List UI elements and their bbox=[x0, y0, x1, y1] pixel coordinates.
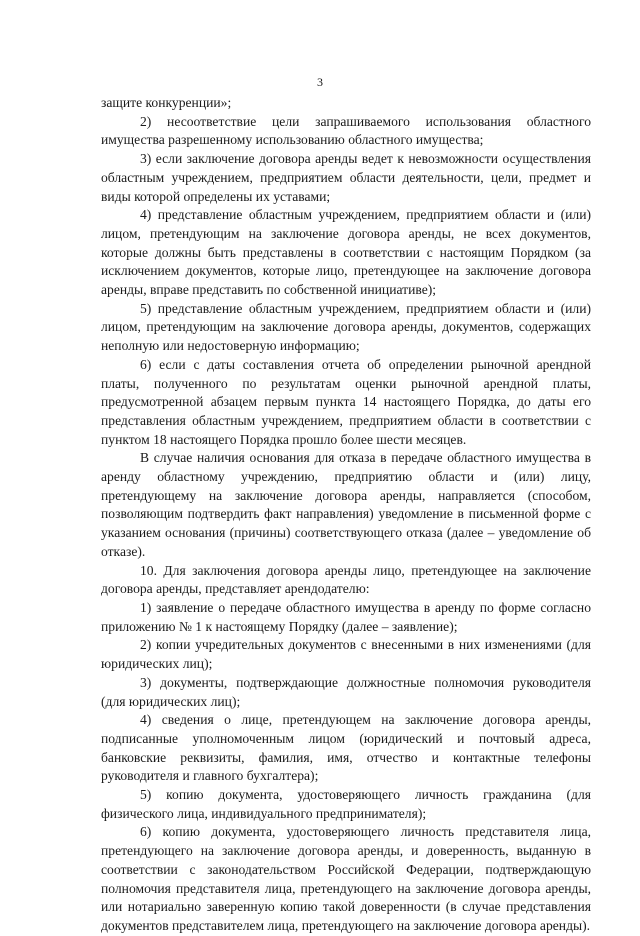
paragraph-7: В случае наличия основания для отказа в передаче областного имущества в аренду областному учреждению, предприятию области и (или) лицу, претендующему на заключение договора аренды, направляется (способом, позволяющим подтвердить факт направления) уведомление в письменной форме с указанием основания (причины) соответствующего отказа (далее – уведомление об отказе). bbox=[101, 450, 591, 559]
paragraph-13: 5) копию документа, удостоверяющего личность гражданина (для физического лица, индивидуального предпринимателя); bbox=[101, 787, 591, 821]
paragraph-1: защите конкуренции»; bbox=[101, 95, 232, 110]
page-number: 3 bbox=[317, 75, 323, 89]
paragraph-11: 3) документы, подтверждающие должностные полномочия руководителя (для юридических лиц); bbox=[101, 674, 591, 709]
paragraph-8: 10. Для заключения договора аренды лицо, претендующее на заключение договора аренды, представляет арендодателю: bbox=[101, 562, 591, 597]
paragraph-5: 5) представление областным учреждением, предприятием области и (или) лицом, претендующим на заключение договора аренды, документов, содержащих неполную или недостоверную информацию; bbox=[101, 300, 591, 354]
document-body bbox=[101, 94, 591, 936]
paragraph-2: 2) несоответствие цели запрашиваемого использования областного имущества разрешенному использованию областного имущества; bbox=[101, 113, 591, 148]
paragraph-14: 6) копию документа, удостоверяющего личность представителя лица, претендующего на заключение договора аренды, и доверенность, выданную в соответствии с законодательством Российской Федерации, подтверждающую полномочия представителя лица, претендующего на заключение договора аренды, или нотариально заверенную копию такой доверенности (в случае представления документов представителем лица, претендующего на заключение договора аренды). bbox=[101, 824, 591, 933]
paragraph-10: 2) копии учредительных документов с внесенными в них изменениями (для юридических лиц); bbox=[101, 637, 591, 672]
paragraph-4: 4) представление областным учреждением, предприятием области и (или) лицом, претендующим на заключение договора аренды, не всех документов, которые должны быть представлены в соответствии с настоящим Порядком (за исключением документов, которые лицо, претендующее на заключение договора аренды, вправе представить по собственной инициативе); bbox=[101, 207, 591, 298]
paragraph-9: 1) заявление о передаче областного имущества в аренду по форме согласно приложению № 1 к настоящему Порядку (далее – заявление); bbox=[101, 599, 591, 634]
paragraph-3: 3) если заключение договора аренды ведет к невозможности осуществления областным учреждением, предприятием области деятельности, цели, предмет и виды которой определены их уставами; bbox=[101, 151, 591, 204]
paragraph-6: 6) если с даты составления отчета об определении рыночной арендной платы, полученного по результатам оценки рыночной арендной платы, предусмотренной абзацем первым пункта 14 настоящего Порядка, до даты его представления областным учреждением, предприятием области в соответствии с пунктом 18 настоящего Порядка прошло более шести месяцев. bbox=[101, 356, 591, 447]
paragraph-12: 4) сведения о лице, претендующем на заключение договора аренды, подписанные уполномоченным лицом (юридический и почтовый адреса, банковские реквизиты, фамилия, имя, отчество и контактные телефоны руководителя и главного бухгалтера); bbox=[101, 712, 591, 784]
